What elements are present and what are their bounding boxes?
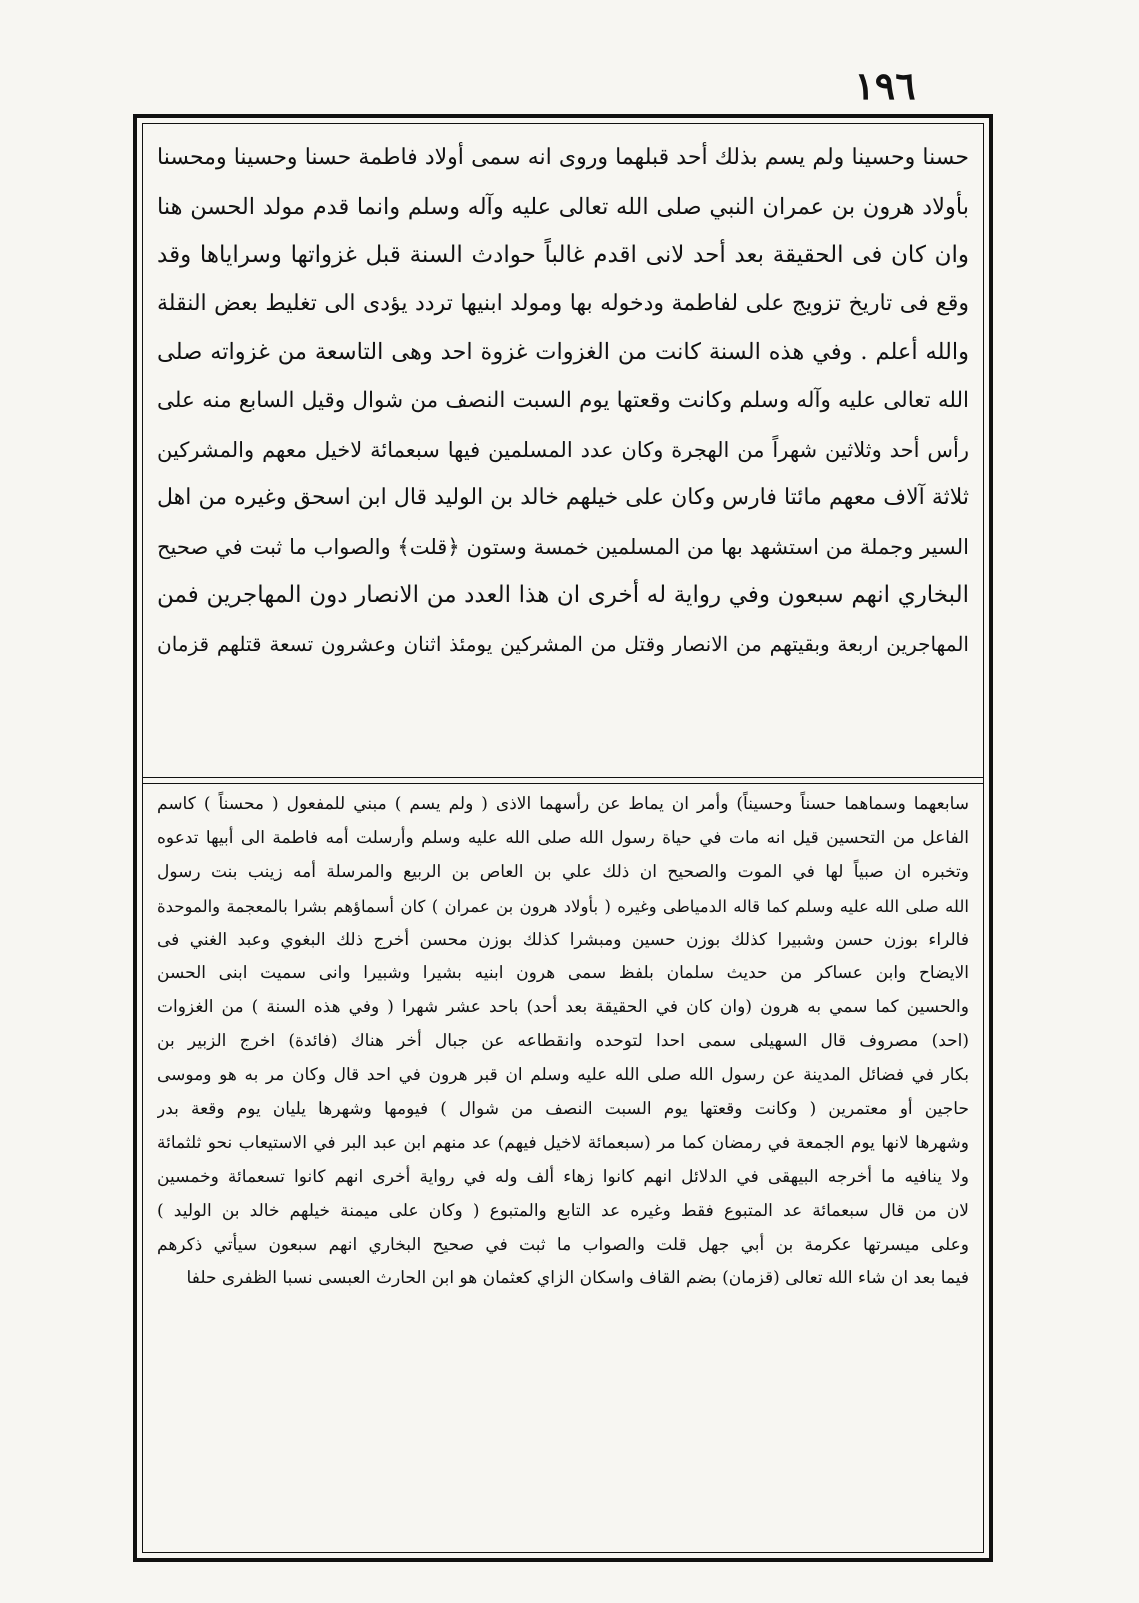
main-text-line: والله أعلم . وفي هذه السنة كانت من الغزوات غزوة احد وهى التاسعة من غزواته صلى xyxy=(157,339,969,366)
commentary-line: فالراء بوزن حسن وشبيرا كذلك بوزن حسين ومبشرا كذلك بوزن محسن أخرج ذلك البغوي وعبد الغني فى xyxy=(157,929,969,950)
commentary-line: والحسين كما سمي به هرون (وان كان في الحقيقة بعد أحد) باحد عشر شهرا ( وفي هذه السنة ) من الغزوات xyxy=(157,997,969,1018)
main-text xyxy=(157,134,969,669)
commentary-line: بكار في فضائل المدينة عن رسول الله صلى الله عليه وسلم ان قبر هرون في احد قال وكان مر به هو وموسى xyxy=(157,1065,969,1086)
main-text-line: السير وجملة من استشهد بها من المسلمين خمسة وستون ﴿قلت﴾ والصواب ما ثبت في صحيح xyxy=(157,534,969,559)
main-text-line: الله تعالى عليه وآله وسلم وكانت وقعتها يوم السبت النصف من شوال وقيل السابع منه على xyxy=(157,387,969,413)
main-text-line: المهاجرين اربعة وبقيتهم من الانصار وقتل من المشركين يومئذ اثنان وعشرون تسعة قتلهم قزمان xyxy=(157,631,969,656)
page-frame-inner xyxy=(142,123,984,1553)
commentary-text xyxy=(157,788,969,1550)
commentary-line: ولا ينافيه ما أخرجه البيهقى في الدلائل انهم كانوا زهاء ألف وله في رواية أخرى انهم كانوا تسعمائة وخمسين xyxy=(157,1166,969,1187)
commentary-line: (احد) مصروف قال السهيلى سمى احدا لتوحده وانقطاعه عن جبال أخر هناك (فائدة) اخرج الزبير بن xyxy=(157,1031,969,1052)
commentary-line: الفاعل من التحسين قيل انه مات في حياة رسول الله صلى الله عليه وسلم وأرسلت أمه فاطمة الى أبيها تدعوه xyxy=(157,827,969,848)
commentary-line: وتخبره ان صبياً لها في الموت والصحيح ان ذلك علي بن العاص بن الربيع والمرسلة أمه زينب بنت رسول xyxy=(157,861,969,882)
main-text-line: ثلاثة آلاف معهم مائتا فارس وكان على خيلهم خالد بن الوليد قال ابن اسحق وغيره من اهل xyxy=(157,485,969,511)
main-text-line: البخاري انهم سبعون وفي رواية له أخرى ان هذا العدد من الانصار دون المهاجرين فمن xyxy=(157,582,969,609)
main-text-line: بأولاد هرون بن عمران النبي صلى الله تعالى عليه وآله وسلم وانما قدم مولد الحسن هنا xyxy=(157,193,969,220)
main-text-line: وان كان فى الحقيقة بعد أحد لانى اقدم غالباً حوادث السنة قبل غزواتها وسراياها وقد xyxy=(157,242,969,269)
commentary-line: وشهرها لانها يوم الجمعة في رمضان كما مر (سبعمائة لاخيل فيهم) عد منهم ابن عبد البر في الاستيعاب نحو ثلثمائة xyxy=(157,1132,969,1153)
main-text-line: حسنا وحسينا ولم يسم بذلك أحد قبلهما وروى انه سمى أولاد فاطمة حسنا وحسينا ومحسنا xyxy=(157,145,969,170)
commentary-line: حاجين أو معتمرين ( وكانت وقعتها يوم السبت النصف من شوال ) فيومها وشهرها يليان يوم وقعة بدر xyxy=(157,1099,969,1120)
commentary-line: فيما بعد ان شاء الله تعالى (قزمان) بضم القاف واسكان الزاي كعثمان هو ابن الحارث العبسى نسبا الظفرى حلفا xyxy=(186,1268,969,1289)
commentary-line: وعلى ميسرتها عكرمة بن أبي جهل قلت والصواب ما ثبت في صحيح البخاري انهم سبعون سيأتي ذكرهم xyxy=(157,1234,969,1255)
page-frame xyxy=(133,114,993,1562)
main-text-line: رأس أحد وثلاثين شهراً من الهجرة وكان عدد المسلمين فيها سبعمائة لاخيل معهم والمشركين xyxy=(157,437,969,462)
commentary-line: لان من قال سبعمائة عد المتبوع فقط وغيره عد التابع والمتبوع ( وكان على ميمنة خيلهم خالد بن الوليد ) xyxy=(157,1200,969,1221)
commentary-line: الله صلى الله عليه وسلم كما قاله الدمياطى وغيره ( بأولاد هرون بن عمران ) كان أسماؤهم بشرا بالمعجمة والموحدة xyxy=(157,896,969,916)
page-number: ١٩٦ xyxy=(854,63,916,108)
commentary-line: سابعهما وسماهما حسناً وحسيناً) وأمر ان يماط عن رأسهما الاذى ( ولم يسم ) مبني للمفعول ( محسناً ) كاسم xyxy=(157,794,969,814)
section-separator xyxy=(143,777,983,784)
commentary-line: الايضاح وابن عساكر من حديث سلمان بلفظ سمى هرون ابنيه بشيرا وشبيرا وانى سميت ابنى الحسن xyxy=(157,963,969,984)
main-text-line: وقع فى تاريخ تزويج على لفاطمة ودخوله بها ومولد ابنيها تردد يؤدى الى تغليط بعض النقلة xyxy=(157,290,969,316)
